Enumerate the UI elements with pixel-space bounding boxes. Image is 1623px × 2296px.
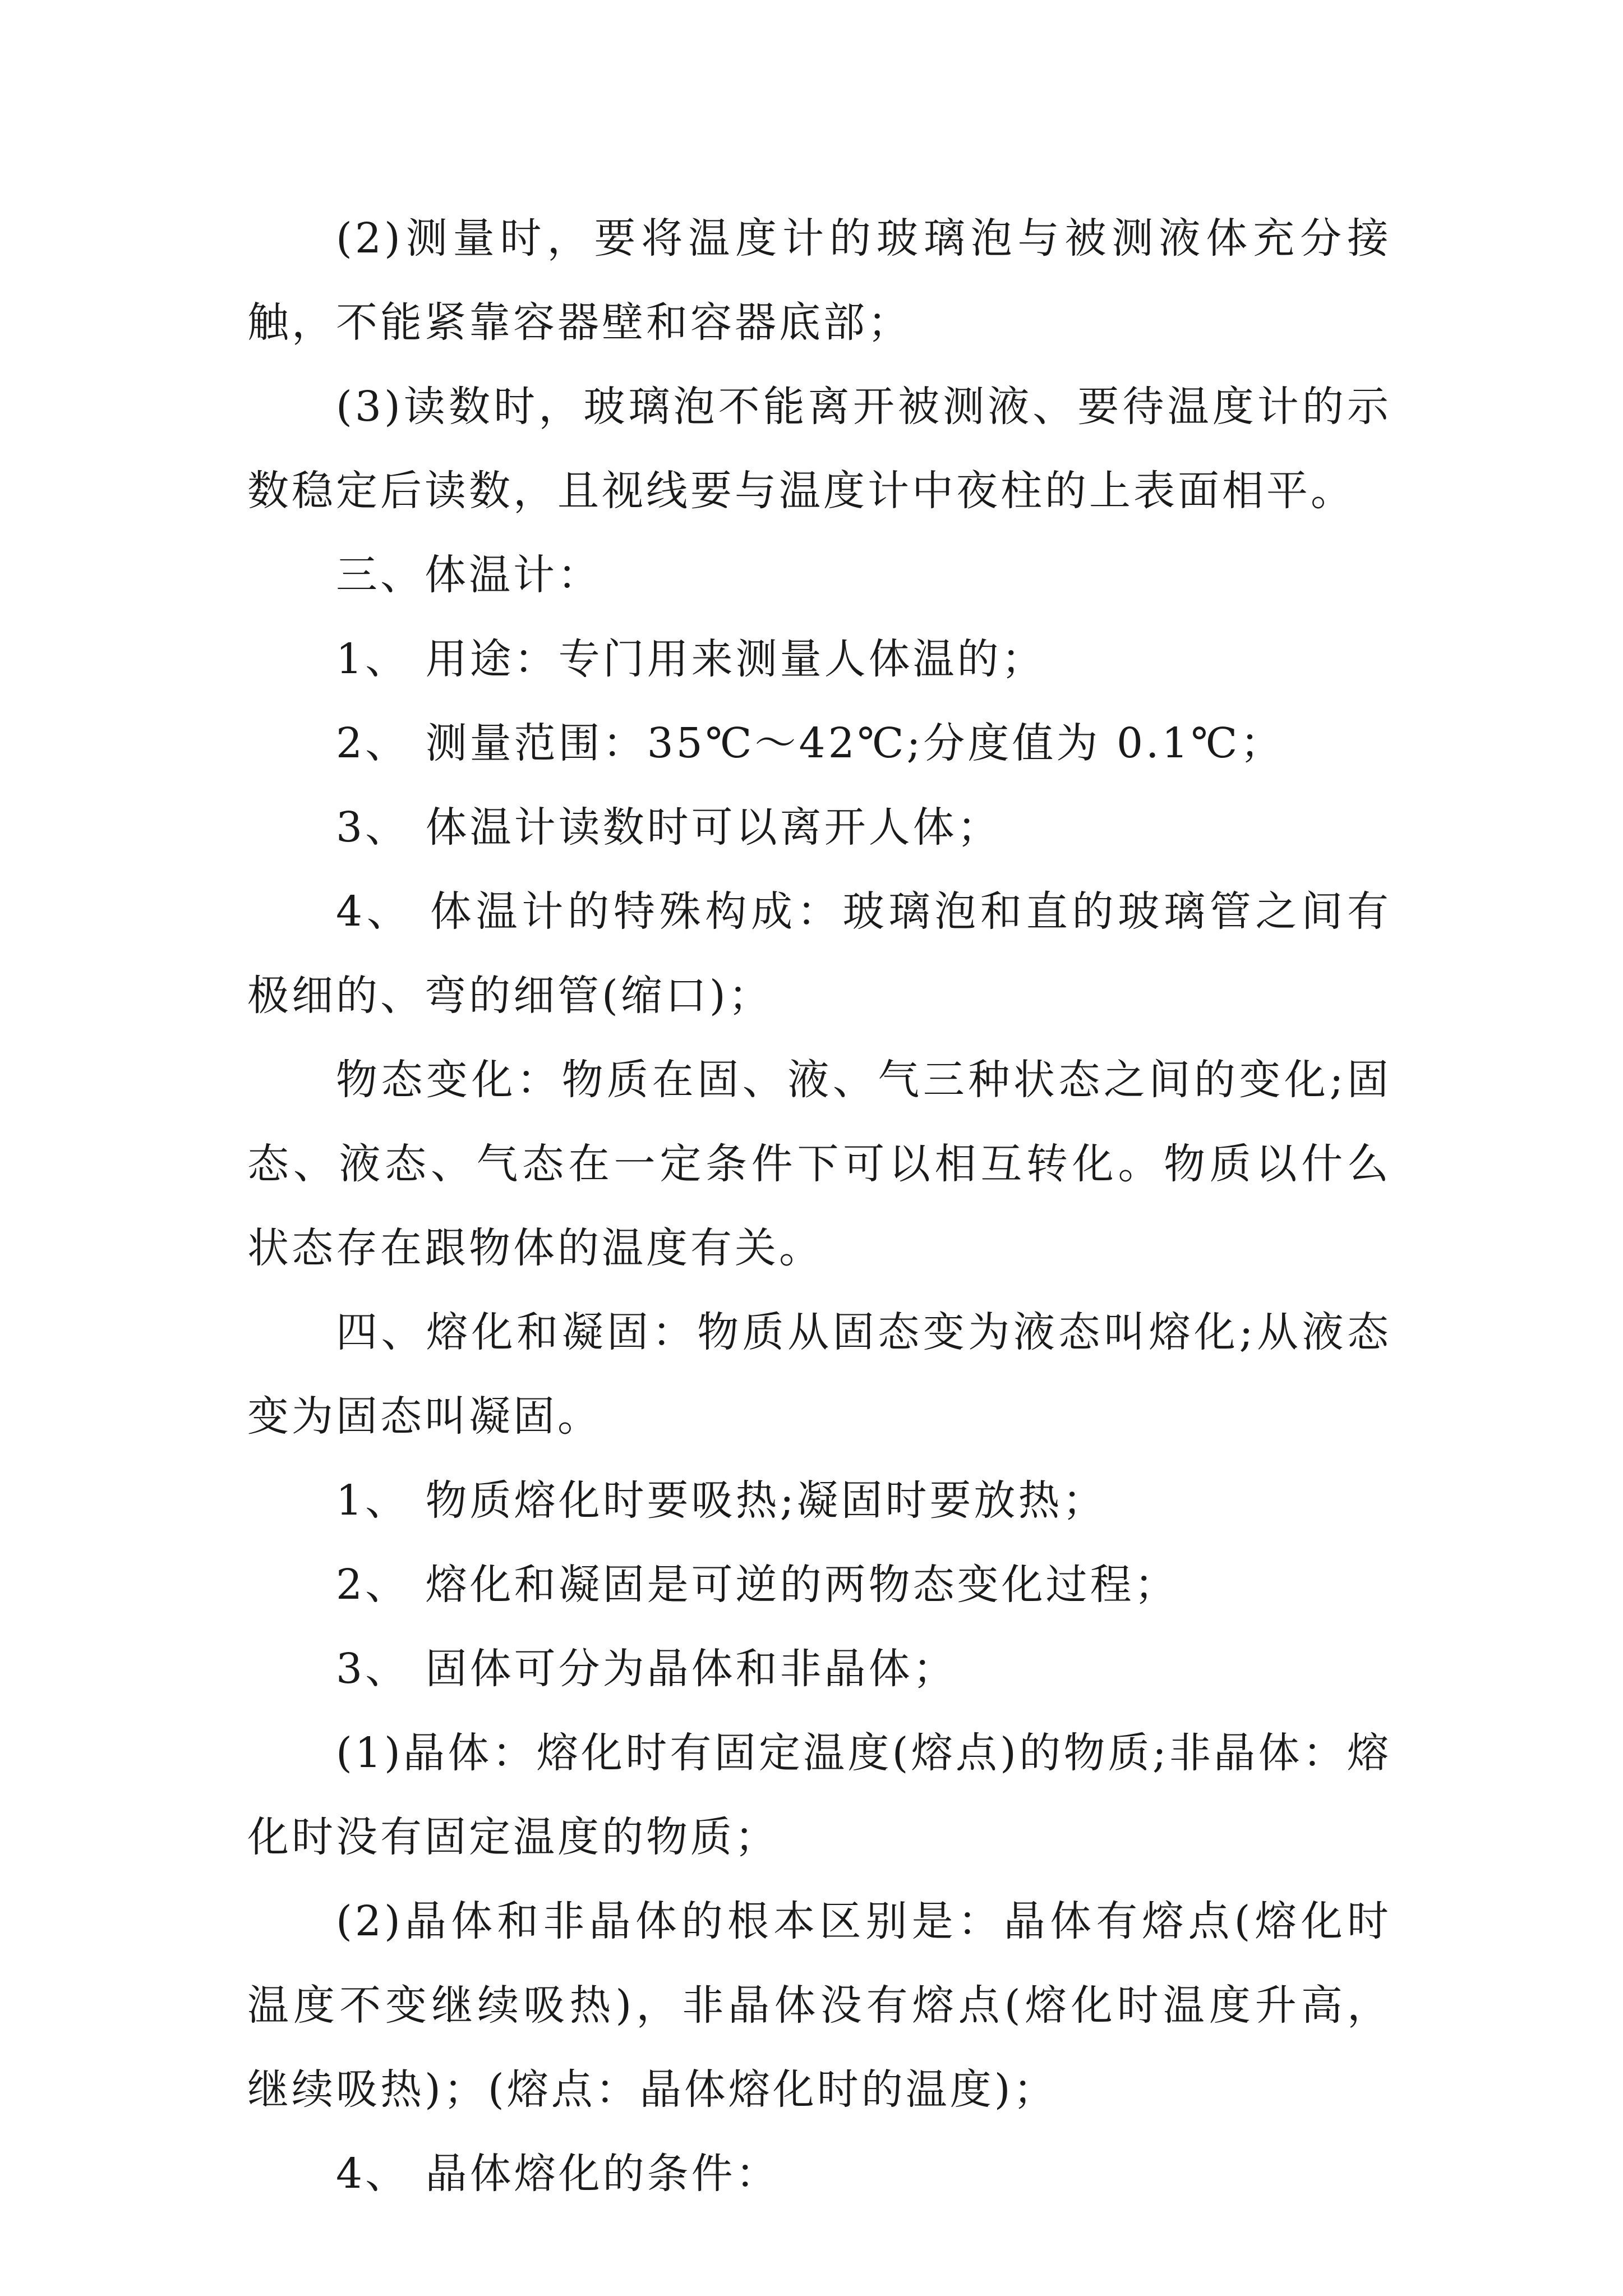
list-item-heat-absorption: 1、 物质熔化时要吸热;凝固时要放热； [336, 1476, 1107, 1525]
list-item-reversible-process: 2、 熔化和凝固是可逆的两物态变化过程； [336, 1561, 1179, 1609]
list-item-measuring-range: 2、 测量范围：35℃～42℃;分度值为 0.1℃； [336, 719, 1285, 767]
heading-clinical-thermometer: 三、体温计： [336, 551, 602, 599]
paragraph-crystal-definition: (1)晶体：熔化时有固定温度(熔点)的物质;非晶体：熔化时没有固定温度的物质； [247, 1729, 1391, 1861]
document-body [247, 196, 1391, 2216]
list-item-special-structure: 4、 体温计的特殊构成：玻璃泡和直的玻璃管之间有极细的、弯的细管(缩口)； [247, 887, 1391, 1020]
list-item-solid-classification: 3、 固体可分为晶体和非晶体； [336, 1645, 957, 1693]
list-item-purpose: 1、 用途：专门用来测量人体温的； [336, 635, 1046, 683]
paragraph-crystal-difference: (2)晶体和非晶体的根本区别是：晶体有熔点(熔化时温度不变继续吸热)，非晶体没有熔点(熔化时温度升高，继续吸热)；(熔点：晶体熔化时的温度)； [247, 1897, 1391, 2114]
paragraph-thermometer-contact: (2)测量时，要将温度计的玻璃泡与被测液体充分接触，不能紧靠容器壁和容器底部； [247, 214, 1391, 347]
paragraph-state-change: 物态变化：物质在固、液、气三种状态之间的变化;固态、液态、气态在一定条件下可以相互转化。物质以什么状态存在跟物体的温度有关。 [247, 1056, 1391, 1272]
paragraph-thermometer-reading: (3)读数时，玻璃泡不能离开被测液、要待温度计的示数稳定后读数，且视线要与温度计中夜柱的上表面相平。 [247, 383, 1391, 515]
heading-melting-and-solidification: 四、熔化和凝固：物质从固态变为液态叫熔化;从液态变为固态叫凝固。 [247, 1308, 1391, 1441]
list-item-melting-conditions: 4、 晶体熔化的条件： [336, 2150, 780, 2198]
list-item-reading-off-body: 3、 体温计读数时可以离开人体； [336, 803, 1002, 852]
